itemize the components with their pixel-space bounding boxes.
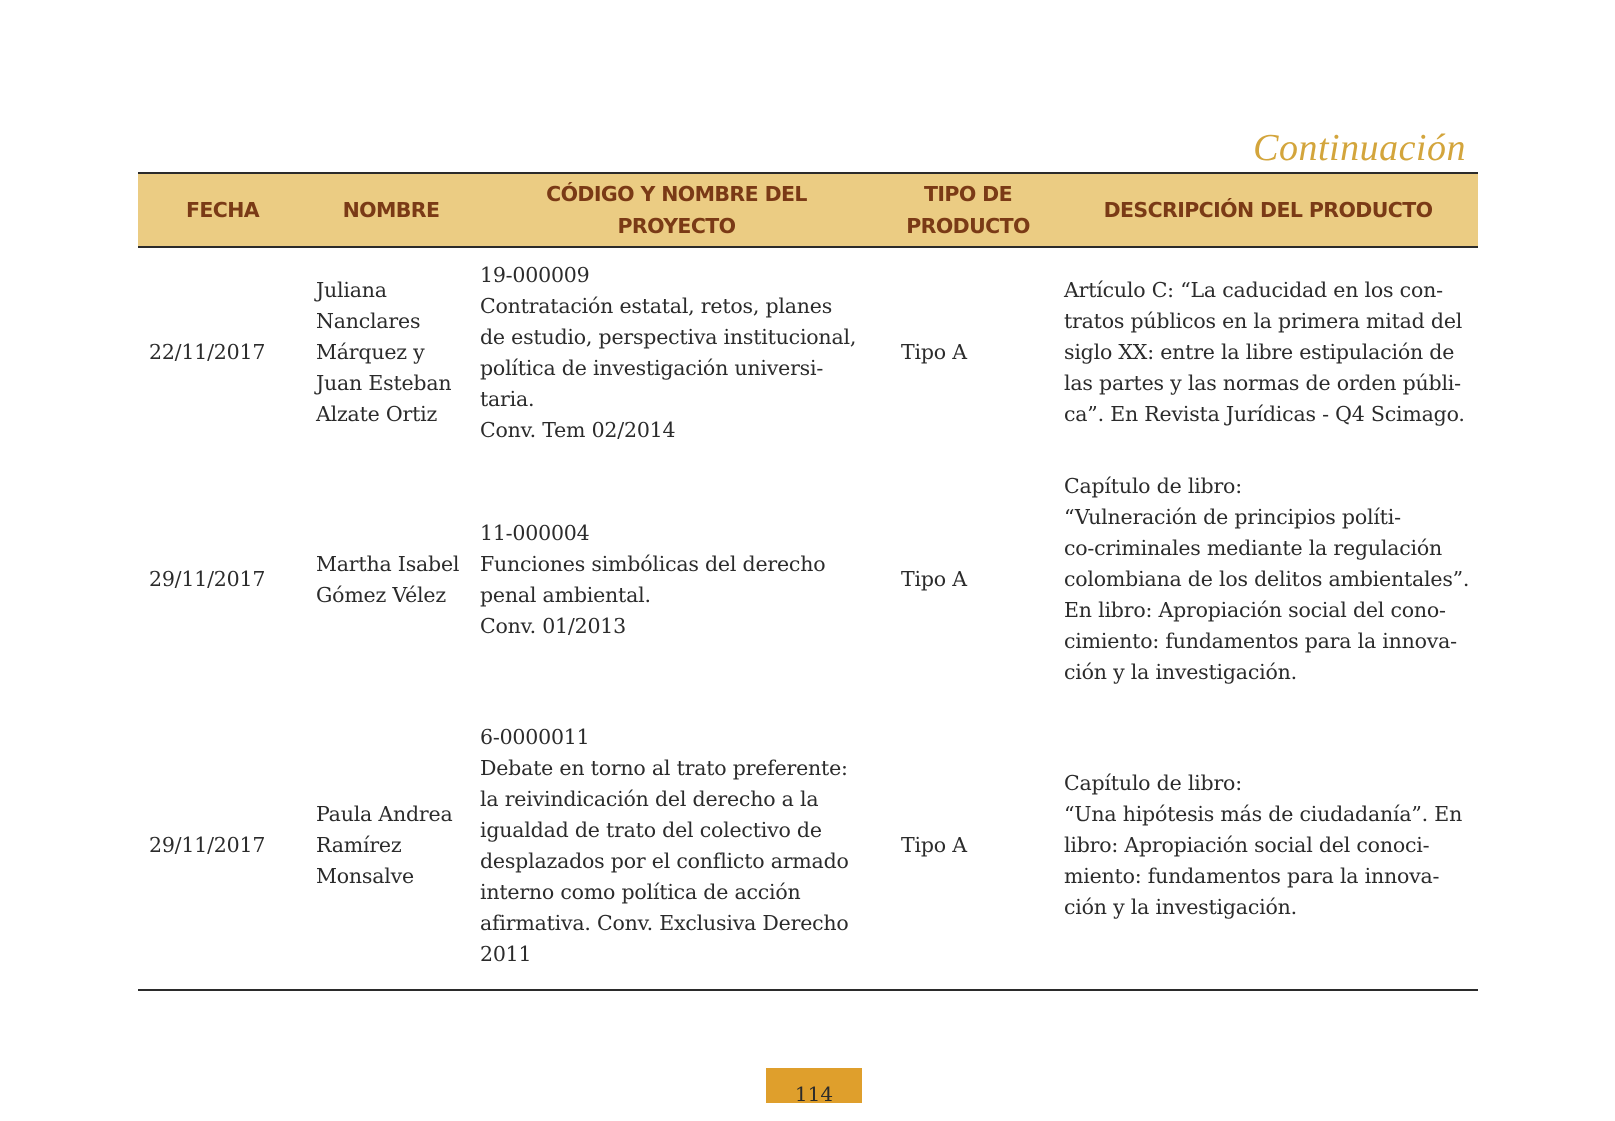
proyecto-line: taria. — [480, 386, 535, 411]
descripcion-line: “Una hipótesis más de ciudadanía”. En — [1064, 802, 1463, 826]
cell-tipo: Tipo A — [878, 702, 1058, 990]
cell-nombre — [307, 457, 475, 702]
proyecto-line: desplazados por el conflicto armado — [480, 848, 849, 873]
cell-proyecto — [475, 702, 878, 990]
descripcion-line: colombiana de los delitos ambientales”. — [1064, 567, 1470, 591]
nombre-line: Juan Esteban — [316, 371, 452, 395]
header-descripcion — [1058, 173, 1478, 247]
cell-descripcion — [1058, 247, 1478, 457]
proyecto-line: Conv. Tem 02/2014 — [480, 417, 676, 442]
descripcion-line: siglo XX: entre la libre estipulación de — [1064, 340, 1455, 364]
header-descripcion-line: DESCRIPCIÓN DEL PRODUCTO — [1103, 198, 1433, 222]
cell-nombre — [307, 247, 475, 457]
proyecto-line: 2011 — [480, 941, 532, 966]
header-fecha-line: FECHA — [185, 198, 260, 222]
proyecto-line: Debate en torno al trato preferente: — [480, 755, 848, 780]
proyecto-line: afirmativa. Conv. Exclusiva Derecho — [480, 910, 849, 935]
descripcion-line: Capítulo de libro: — [1064, 474, 1242, 498]
descripcion-line: Artículo C: “La caducidad en los con- — [1064, 278, 1443, 302]
proyecto-line: la reivindicación del derecho a la — [480, 786, 819, 811]
descripcion-line: libro: Apropiación social del conoci- — [1064, 833, 1430, 857]
proyecto-line: igualdad de trato del colectivo de — [480, 817, 822, 842]
continuation-label: Continuación — [1253, 127, 1466, 169]
cell-nombre — [307, 702, 475, 990]
nombre-line: Gómez Vélez — [316, 582, 446, 607]
header-tipo — [878, 173, 1058, 247]
proyecto-line: penal ambiental. — [480, 582, 651, 607]
descripcion-line: Capítulo de libro: — [1064, 771, 1242, 795]
proyecto-line: Conv. 01/2013 — [480, 613, 626, 638]
header-codigo-line: CÓDIGO Y NOMBRE DEL — [546, 182, 807, 206]
table-row — [138, 457, 1478, 702]
nombre-line: Martha Isabel — [316, 551, 460, 576]
cell-fecha: 29/11/2017 — [138, 702, 307, 990]
page-number: 114 — [766, 1068, 862, 1103]
header-tipo-line: TIPO DE — [923, 182, 1013, 206]
header-nombre-line: NOMBRE — [342, 198, 440, 222]
descripcion-line: cimiento: fundamentos para la innova- — [1064, 629, 1457, 653]
header-codigo-line: PROYECTO — [617, 214, 736, 238]
nombre-line: Monsalve — [316, 864, 414, 888]
nombre-line: Juliana — [316, 278, 387, 302]
nombre-line: Nanclares — [316, 309, 421, 333]
cell-fecha: 22/11/2017 — [149, 340, 266, 364]
cell-tipo: Tipo A — [901, 340, 967, 364]
descripcion-line: En libro: Apropiación social del cono- — [1064, 598, 1446, 622]
nombre-line: Márquez y — [316, 340, 425, 364]
products-table — [138, 172, 1478, 991]
descripcion-line: co-criminales mediante la regulación — [1064, 536, 1443, 560]
proyecto-line: Funciones simbólicas del derecho — [480, 551, 826, 576]
header-codigo — [475, 173, 878, 247]
nombre-line: Paula Andrea — [316, 802, 453, 826]
proyecto-line: Contratación estatal, retos, planes — [480, 293, 833, 318]
cell-descripcion — [1058, 702, 1478, 990]
table-row — [138, 702, 1478, 990]
descripcion-line: tratos públicos en la primera mitad del — [1064, 309, 1463, 333]
nombre-line: Ramírez — [316, 833, 402, 857]
cell-proyecto — [475, 457, 878, 702]
proyecto-line: 6-0000011 — [480, 724, 590, 749]
nombre-line: Alzate Ortiz — [316, 402, 438, 426]
descripcion-line: “Vulneración de principios políti- — [1064, 505, 1401, 529]
cell-fecha: 29/11/2017 — [149, 567, 266, 591]
header-row — [138, 173, 1478, 247]
cell-proyecto — [475, 247, 878, 457]
proyecto-line: política de investigación universi- — [480, 355, 824, 380]
header-fecha — [138, 173, 307, 247]
proyecto-line: de estudio, perspectiva institucional, — [480, 324, 857, 349]
header-tipo-line: PRODUCTO — [906, 214, 1030, 238]
descripcion-line: las partes y las normas de orden públi- — [1064, 371, 1461, 395]
products-table-wrapper — [138, 172, 1478, 991]
header-nombre — [307, 173, 475, 247]
descripcion-line: ción y la investigación. — [1064, 895, 1297, 919]
table-body — [138, 247, 1478, 990]
table-header — [138, 173, 1478, 247]
descripcion-line: ca”. En Revista Jurídicas - Q4 Scimago. — [1064, 402, 1465, 426]
cell-tipo: Tipo A — [901, 567, 967, 591]
proyecto-line: 11-000004 — [480, 520, 590, 545]
descripcion-line: miento: fundamentos para la innova- — [1064, 864, 1440, 888]
descripcion-line: ción y la investigación. — [1064, 660, 1297, 684]
proyecto-line: 19-000009 — [480, 262, 590, 287]
table-row — [138, 247, 1478, 457]
cell-descripcion — [1058, 457, 1478, 702]
proyecto-line: interno como política de acción — [480, 879, 801, 904]
